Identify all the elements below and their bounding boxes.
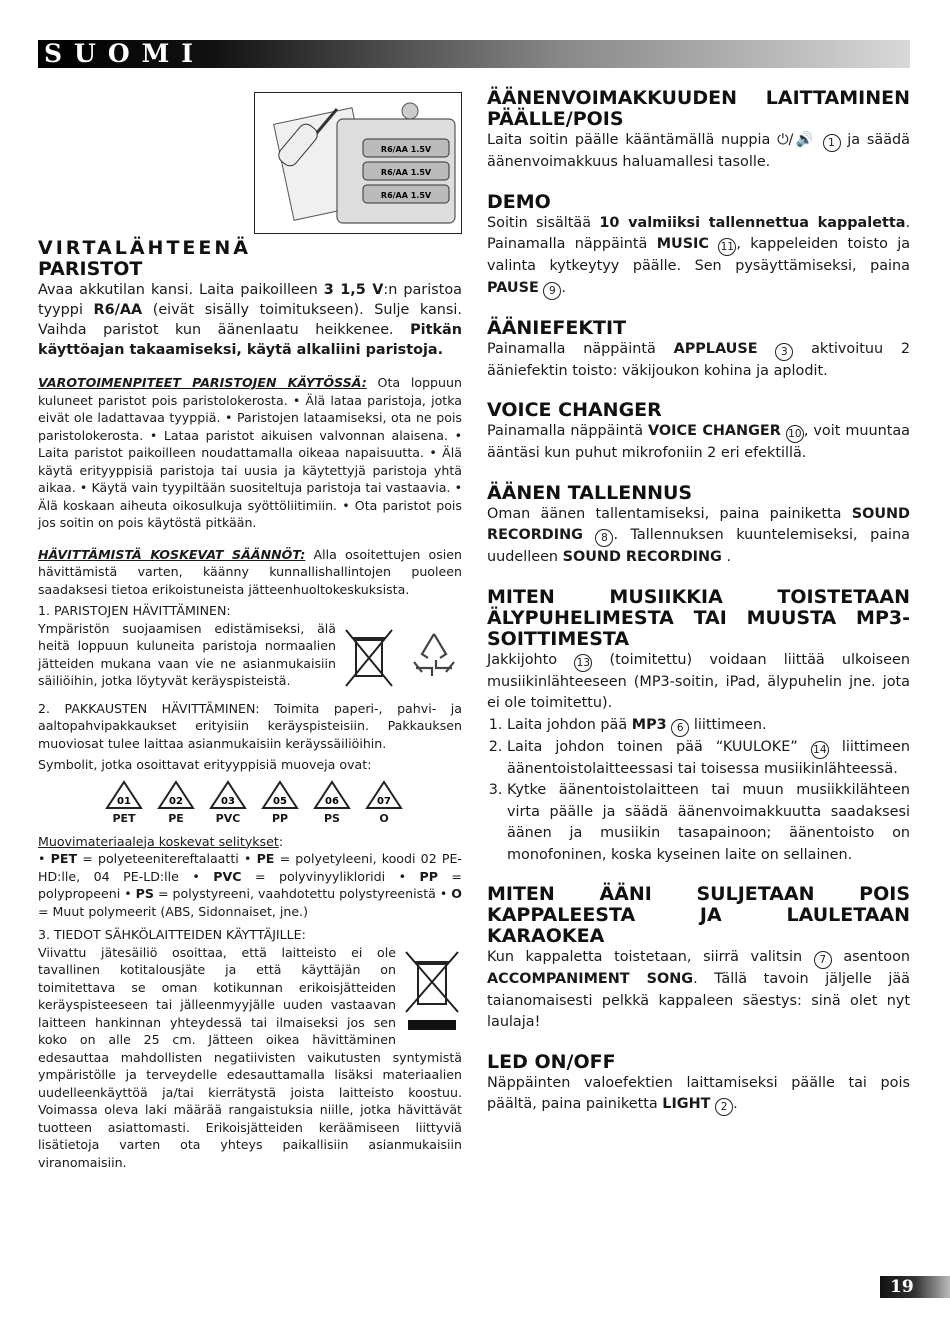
svg-text:03: 03 [221, 795, 235, 807]
mp3-text: Jakkijohto 13 (toimitettu) voidaan liittää ulkoiseen musiikinlähteeseen (MP3-soitin, iPad, älypuhelin jne. jota ei ole toimitettu). [487, 651, 910, 711]
plastic-symbol: 06 PS [312, 780, 352, 825]
battery-label-2: R6/AA 1.5V [380, 168, 432, 177]
battery-disposal-title: 1. PARISTOJEN HÄVITTÄMINEN: [38, 603, 231, 618]
weee-bar [408, 1020, 456, 1030]
plastic-symbol: 02 PE [156, 780, 196, 825]
karaoke-title: MITEN ÄÄNI SULJETAAN POIS KAPPALEESTA JA LAULETAAN KARAOKEA [487, 883, 910, 947]
weee-text: Viivattu jätesäiliö osoittaa, että laitteisto ei ole tavallinen kotitalousjäte ja että käyttäjän on toimitettava se oman kotikunnan erikoisjätteiden keräyspisteeseen tai jälleenmyyjälle uuden vastaavan laitteen hankinnan yhteydessä tai ilmaiseksi jos sen koko on alle 25 cm. Jätteen oikea hävittäminen edesauttaa mahdollisten negatiivisten vaikutusten syntymistä ympäristölle ja terveydelle edesauttamalla lisäksi materiaalien uudelleenkäyttöä ja/tai kierrätystä joista laitteisto koostuu. Voimassa oleva laki määrää rangaistuksia niille, jotka hävittävät tuotteen asiattomasti. Erikoisjätteiden keräämiseen liittyviä lisätietoja varten ota yhteys paikallisiin asianmukaisiin viranomaisiin. [38, 944, 462, 1170]
plastics-legend-title: Muovimateriaaleja koskevat selitykset: [38, 833, 284, 849]
power-volume-icon: ⏻/🔊 [777, 132, 816, 148]
battery-label-1: R6/AA 1.5V [380, 145, 432, 154]
battery-icon [255, 93, 461, 233]
svg-text:01: 01 [117, 795, 131, 807]
power-source-title: VIRTALÄHTEENÄ [38, 237, 251, 259]
mp3-step: 2. Laita johdon toinen pää “KUULOKE” 14 liittimeen äänentoistolaitteessasi tai toisessa musiikinlähteessä. [507, 737, 910, 781]
voice-changer-title: VOICE CHANGER [487, 399, 662, 421]
plastic-symbol: 03 PVC [208, 780, 248, 825]
mp3-title: MITEN MUSIIKKIA TOISTETAAN ÄLYPUHELIMESTA TAI MUUSTA MP3-SOITTIMESTA [487, 585, 910, 650]
mp3-step: 3. Kytke äänentoistolaitteen tai muun musiikkilähteen virta päälle ja säädä äänenvoimakkuutta saadaksesi äänen ja musiikin tasapainoon; äänentoisto on monofoninen, koska kyseinen laite on sellainen. [507, 780, 910, 866]
recycle-triangle-icon [312, 780, 352, 810]
recycle-triangle-icon [260, 780, 300, 810]
voice-changer-text: Painamalla näppäintä VOICE CHANGER 10 , voit muuntaa ääntäsi kun puhut mikrofoniin 2 eri efektillä. [487, 423, 910, 461]
karaoke-text: Kun kappaletta toistetaan, siirrä valitsin 7 asentoon ACCOMPANIMENT SONG. Tällä tavoin jäljelle jää taianomaisesti pelkkä kappaleen säestys: sinä olet nyt laulaja! [487, 949, 910, 1030]
crossed-bin-icon [406, 952, 458, 1012]
led-text: Näppäinten valoefektien laittamiseksi päälle tai pois päältä, paina painiketta LIGHT 2 . [487, 1073, 910, 1117]
demo-text: Soitin sisältää 10 valmiiksi tallennettua kappaletta. Painamalla näppäintä MUSIC 11 , kappeleiden toisto ja valinta kytkeytyy päälle. Sen pysäyttämiseksi, paina PAUSE 9 . [487, 213, 910, 300]
batteries-text: Avaa akkutilan kansi. Laita paikoilleen 3 1,5 V:n paristoa tyyppi R6/AA (eivät sisälly toimitukseen). Sulje kansi. Vaihda paristot kun äänenlaatu heikkenee. Pitkän käyttöajan takaamiseksi, käytä alkaliini paristoja. [38, 282, 462, 358]
battery-compartment-illustration [254, 92, 462, 234]
battery-disposal-text: Ympäristön suojaamisen edistämiseksi, älä heitä loppuun kuluneita paristoja normaalien jätteiden mukana vaan vie ne asianmukaisiin säiliöihin, jotka löytyvät keräyspisteistä. [38, 620, 336, 688]
language-title: SUOMI [44, 39, 206, 68]
sound-effects-title: ÄÄNIEFEKTIT [487, 316, 627, 339]
plastic-symbol: 01 PET [104, 780, 144, 825]
volume-title: ÄÄNENVOIMAKKUUDEN LAITTAMINEN PÄÄLLE/POIS [487, 87, 910, 130]
recycle-icon [414, 634, 454, 676]
mp3-step: 1. Laita johdon pää MP3 6 liittimeen. [507, 715, 910, 737]
plastic-symbol: 07 O [364, 780, 404, 825]
svg-text:02: 02 [169, 795, 183, 807]
sound-effects-text: Painamalla näppäintä APPLAUSE 3 aktivoituu 2 ääniefektin toisto: väkijoukon kohina ja aplodit. [487, 340, 910, 379]
battery-label-3: R6/AA 1.5V [380, 191, 432, 200]
weee-title: 3. TIEDOT SÄHKÖLAITTEIDEN KÄYTTÄJILLE: [38, 927, 306, 942]
left-column [38, 88, 462, 1171]
led-title: LED ON/OFF [487, 1050, 616, 1073]
svg-text:07: 07 [377, 795, 391, 807]
recording-text: Oman äänen tallentamiseksi, paina painiketta SOUND RECORDING 8 . Tallennuksen kuuntelemiseksi, paina uudelleen SOUND RECORDING . [487, 505, 910, 565]
svg-text:06: 06 [325, 795, 339, 807]
recycle-triangle-icon [156, 780, 196, 810]
recycle-triangle-icon [104, 780, 144, 810]
header-bar [38, 40, 910, 68]
recycle-icons [342, 626, 462, 698]
plastic-symbol: 05 PP [260, 780, 300, 825]
weee-icon-block [402, 948, 462, 1038]
mp3-steps [487, 715, 910, 867]
volume-text: Laita soitin päälle kääntämällä nuppia ⏻/🔊 1 ja säädä äänenvoimakkuus haluamallesi tasolle. [487, 132, 910, 170]
disposal-rules: HÄVITTÄMISTÄ KOSKEVAT SÄÄNNÖT: Alla osoitettujen osien hävittämistä varten, käänny kunnallishallintojen puoleen saadaksesi tietoa erikoistuneista jätteenhuoltokeskuksista. [38, 546, 463, 597]
svg-text:05: 05 [273, 795, 287, 807]
recording-title: ÄÄNEN TALLENNUS [487, 481, 693, 504]
demo-title: DEMO [487, 190, 551, 213]
packaging-disposal: 2. PAKKAUSTEN HÄVITTÄMINEN: Toimita paperi-, pahvi- ja aaltopahvipakkaukset erityisiin keräyspisteisiin. Pakkauksen muoviosat tulee laittaa asianmukaisiin keräyssäiliöihin. [38, 700, 462, 751]
battery-precautions: VAROTOIMENPITEET PARISTOJEN KÄYTÖSSÄ: Ota loppuun kuluneet paristot pois paristolokerosta. • Älä lataa paristoja, jotka eivät ole ladattavaa tyyppiä. • Paristojen lataamiseksi, ota ne pois paristolokerosta. • Lataa paristot aikuisen valvonnan alaisena. • Laita paristot paikoilleen noudattamalla oikeaa napaisuutta. • Älä käytä erityyppisiä paristoja tai uusia ja käytettyjä paristoja yhtä aikaa. • Käytä vain tyypiltään suositeltuja paristoja tai vastaavia. • Älä koskaan aiheuta oikosulkuja syöttöliitimiin. • Ota paristot pois jos soitin on pois käytöstä pitkään. [38, 375, 463, 530]
crossed-bin-icon [346, 630, 392, 686]
plastic-symbols [104, 780, 404, 825]
page-number: 19 [880, 1276, 950, 1298]
recycle-triangle-icon [208, 780, 248, 810]
symbols-intro: Symbolit, jotka osoittavat erityyppisiä muoveja ovat: [38, 757, 372, 772]
recycle-triangle-icon [364, 780, 404, 810]
right-column [487, 88, 910, 1116]
plastics-legend: • PET = polyeteenitereftalaatti • PE = polyetyleeni, koodi 02 PE-HD:lle, 04 PE-LD:lle • PVC = polyvinyylikloridi • PP = polypropeeni • PS = polystyreeni, vaahdotettu polystyreenistä • O = Muut polymeerit (ABS, Sidonnaiset, jne.) [38, 851, 462, 919]
batteries-title: PARISTOT [38, 258, 143, 280]
